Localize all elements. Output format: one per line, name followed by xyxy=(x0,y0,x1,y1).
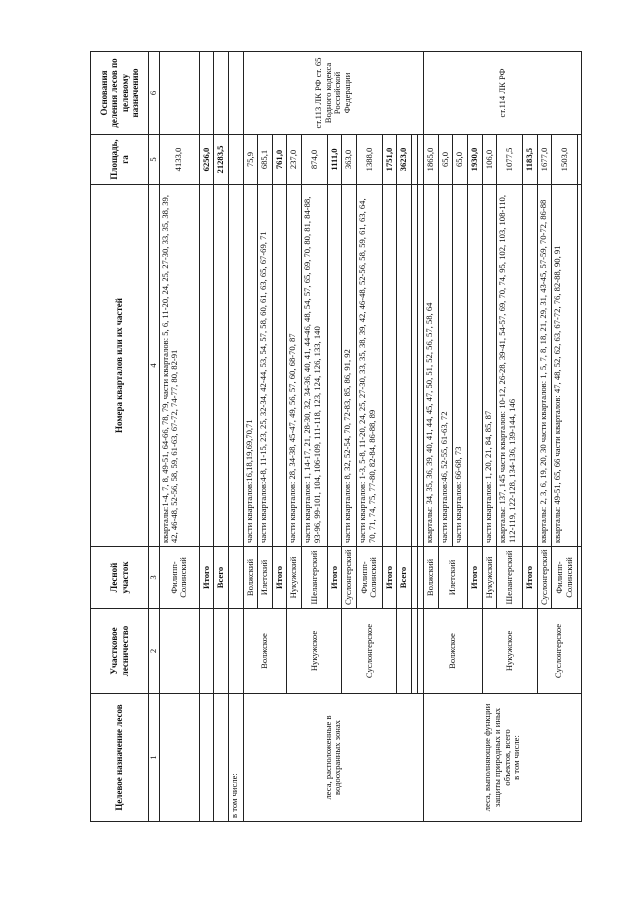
area-cell: 1865,0 xyxy=(424,135,439,185)
vsego-area: 3623,0 xyxy=(397,135,412,185)
site-cell: Филипп-Солинский xyxy=(357,547,383,609)
quarters-cell: кварталы: 49-51, 65, 66 части кварталов: 47, 48, 52, 62, 63, 67-72, 76, 82-88, 90, 91 xyxy=(552,185,578,547)
purpose-cell: леса, расположенные в водоохранных зонах xyxy=(243,694,424,822)
site-cell: Филипп-Солинский xyxy=(552,547,578,609)
header-basis: Основания деления лесов по целевому назначению xyxy=(91,52,149,135)
itogo-area: 1930,0 xyxy=(467,135,482,185)
quarters-cell: части кварталов:16,18,19,69,70,71 xyxy=(243,185,258,547)
area-cell: 874,0 xyxy=(302,135,328,185)
site-cell: Шелангерский xyxy=(497,547,523,609)
quarters-cell: части кварталов:46, 52-55, 61-63, 72 xyxy=(438,185,453,547)
district-cell: Нукужское xyxy=(482,609,537,694)
itogo-area: 6256,0 xyxy=(199,135,214,185)
area-cell: 1503,0 xyxy=(552,135,578,185)
site-cell: Илетский xyxy=(258,547,273,609)
itogo-area: 761,0 xyxy=(272,135,287,185)
itogo-label: Итого xyxy=(467,547,482,609)
site-cell: Суслонгерский xyxy=(537,547,552,609)
intro-text: в том числе: xyxy=(511,735,522,780)
quarters-cell: части кварталов: 28, 34-38, 45-47, 49, 56, 57, 60, 68-70, 87 xyxy=(287,185,302,547)
purpose-cell xyxy=(424,694,582,822)
basis-cell: ст.114 ЛК РФ xyxy=(424,52,582,135)
area-cell: 106,0 xyxy=(482,135,497,185)
col-index: 1 xyxy=(149,694,160,822)
site-cell: Филипп-Солинский xyxy=(159,547,199,609)
area-cell: 1677,0 xyxy=(537,135,552,185)
purpose-text: леса, выполняющие функции защиты природных и иных объектов, всего xyxy=(482,703,512,812)
site-cell: Шелангерский xyxy=(302,547,328,609)
quarters-cell: части кварталов: 1, 14-17, 21, 28-30, 32, 34-36, 40, 41, 44-46, 48, 54, 57, 65, 69, 70, 80, 81, 84-88, 93-96, 99-101, 104, 106-109, 111-118, 123, 124, 126, 133, 140 xyxy=(302,185,328,547)
itogo-label: Итого xyxy=(199,547,214,609)
area-cell: 363,0 xyxy=(342,135,357,185)
forest-purpose-table xyxy=(90,51,582,822)
quarters-cell: кварталы:1-4, 7, 8, 49-51, 64-66, 78, 79, части кварталов: 5, 6, 11-20, 24, 25, 27-30, 33, 35, 38, 39, 42, 46-48, 52-56, 58, 59, 61-63, 67-72, 74-77, 80, 82-91 xyxy=(159,185,199,547)
quarters-cell: кварталы: 2, 3, 6, 19, 20, 30 части кварталов: 1, 5, 7, 8, 18, 21, 29, 31, 43-45, 57-59, 70-72, 86-88 xyxy=(537,185,552,547)
itogo-area: 1111,0 xyxy=(327,135,342,185)
site-cell: Нукужский xyxy=(482,547,497,609)
district-cell: Суслонгерское xyxy=(537,609,581,694)
quarters-cell: части кварталов: 1-3, 5-8, 11-20, 24, 25, 27-30, 33, 35, 38, 39, 42, 46-48, 52-56, 58, 59, 61, 63, 64, 70, 71, 74, 75, 77-80, 82-84, 86-88, 89 xyxy=(357,185,383,547)
area-cell: 4133,0 xyxy=(159,135,199,185)
header-purpose: Целевое назначение лесов xyxy=(91,694,149,822)
site-cell: Волжский xyxy=(243,547,258,609)
district-cell: Волжское xyxy=(424,609,483,694)
itogo-label: Итого xyxy=(327,547,342,609)
site-cell: Суслонгерский xyxy=(342,547,357,609)
intro-text: в том числе: xyxy=(228,694,243,822)
document-page xyxy=(90,52,582,822)
col-index: 4 xyxy=(149,185,160,547)
area-cell: 65,0 xyxy=(453,135,468,185)
header-quarters: Номера кварталов или их частей xyxy=(91,185,149,547)
quarters-cell: части кварталов: 66-68, 73 xyxy=(453,185,468,547)
area-cell: 237,0 xyxy=(287,135,302,185)
header-district: Участковое лесничество xyxy=(91,609,149,694)
itogo-label: Итого xyxy=(522,547,537,609)
quarters-cell: части кварталов:4-8, 11-15, 23, 25, 32-34, 42-44, 53, 54, 57, 58, 60, 61, 63, 65, 67-69, 71 xyxy=(258,185,273,547)
col-index: 6 xyxy=(149,52,160,135)
district-cell: Нукужское xyxy=(287,609,342,694)
itogo-label: Итого xyxy=(272,547,287,609)
area-cell: 685,1 xyxy=(258,135,273,185)
itogo-area: 1183,5 xyxy=(522,135,537,185)
header-area: Площадь, га xyxy=(91,135,149,185)
site-cell: Волжский xyxy=(424,547,439,609)
quarters-cell: части кварталов: 8, 32, 52-54, 70, 72-83, 85, 86, 91, 92 xyxy=(342,185,357,547)
quarters-cell: кварталы: 34, 35, 36, 39, 40, 41, 44, 45, 47, 50, 51, 52, 56, 57, 58, 64 xyxy=(424,185,439,547)
col-index: 3 xyxy=(149,547,160,609)
quarters-cell: части кварталов: 1, 20, 21, 84, 85, 87 xyxy=(482,185,497,547)
area-cell: 1077,5 xyxy=(497,135,523,185)
col-index: 2 xyxy=(149,609,160,694)
itogo-area: 1751,0 xyxy=(382,135,397,185)
header-site: Лесной участок xyxy=(91,547,149,609)
area-cell: 1388,0 xyxy=(357,135,383,185)
col-index: 5 xyxy=(149,135,160,185)
basis-cell: ст.113 ЛК РФ ст. 65 Водного кодекса Российской Федерации xyxy=(243,52,424,135)
area-cell: 65,0 xyxy=(438,135,453,185)
vsego-label: Всего xyxy=(397,547,412,609)
vsego-area: 21283,5 xyxy=(214,135,229,185)
site-cell: Нукужский xyxy=(287,547,302,609)
vsego-label: Всего xyxy=(214,547,229,609)
site-cell: Илетский xyxy=(438,547,467,609)
quarters-cell: кварталы: 137, 145 части кварталов: 10-12, 26-28, 39-41, 54-57, 69, 70, 74, 95, 102, 103, 108-110, 112-119, 122-128, 134-136, 139-144, 146 xyxy=(497,185,523,547)
itogo-label: Итого xyxy=(382,547,397,609)
area-cell: 75,9 xyxy=(243,135,258,185)
district-cell: Волжское xyxy=(243,609,287,694)
district-cell: Суслонгерское xyxy=(342,609,397,694)
